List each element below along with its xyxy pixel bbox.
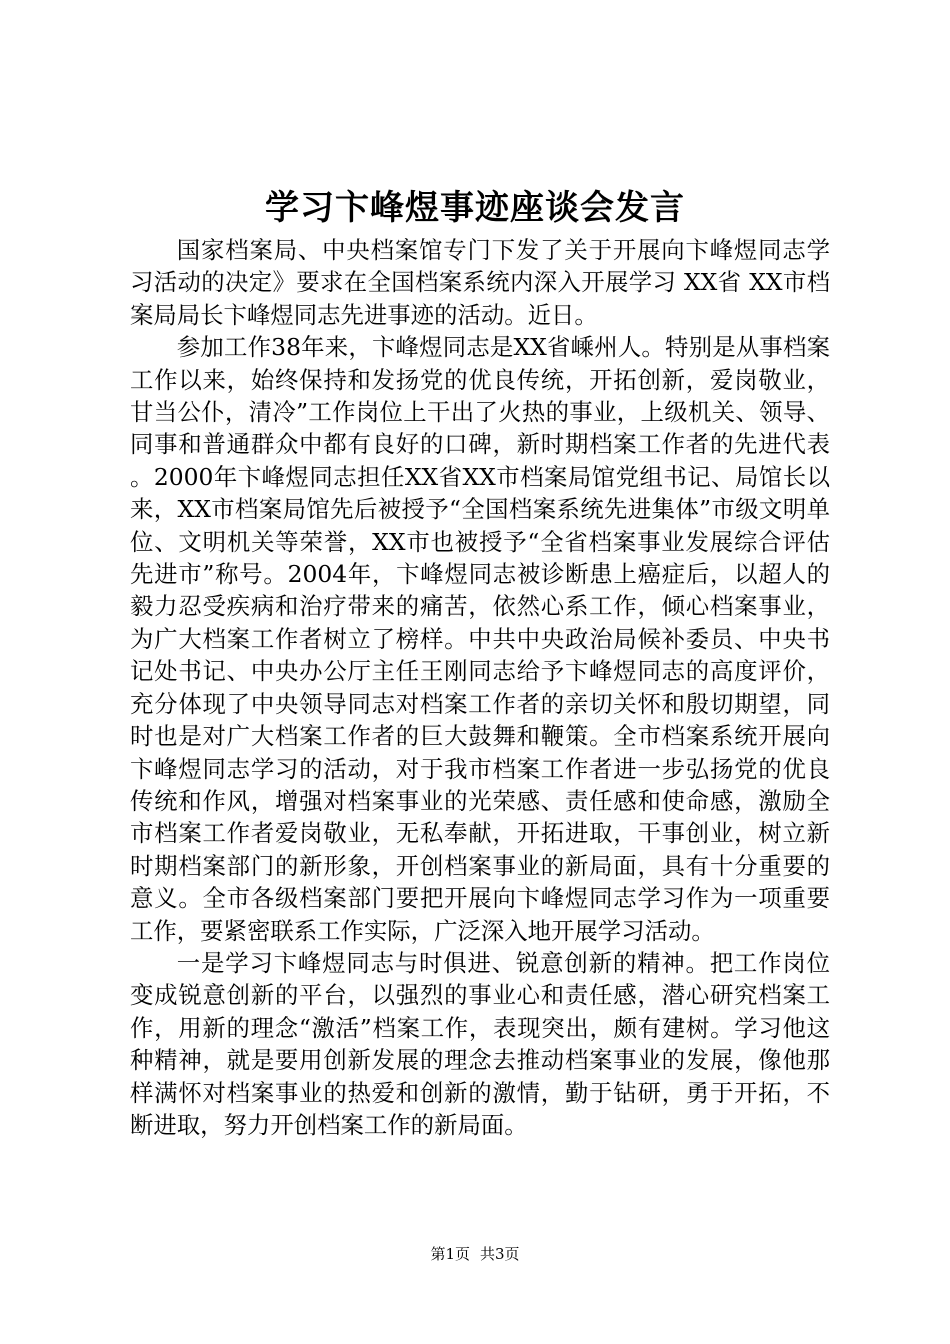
page-number: 第1页 [430,1245,470,1263]
document-body [130,234,830,1141]
paragraph-intro: 国家档案局、中央档案馆专门下发了关于开展向卞峰煜同志学习活动的决定》要求在全国档案系统内深入开展学习 XX省 XX市档案局局长卞峰煜同志先进事迹的活动。近日。 [130,236,830,329]
paragraph-career: 参加工作38年来，卞峰煜同志是XX省嵊州人。特别是从事档案工作以来，始终保持和发扬党的优良传统，开拓创新，爱岗敬业，甘当公仆，清冷”工作岗位上干出了火热的事业，上级机关、领导、同事和普通群众中都有良好的口碑，新时期档案工作者的先进代表。2000年卞峰煜同志担任XX省XX市档案局馆党组书记、局馆长以来，XX市档案局馆先后被授予“全国档案系统先进集体”市级文明单位、文明机关等荣誉，XX市也被授予“全省档案事业发展综合评估先进市”称号。2004年，卞峰煜同志被诊断患上癌症后，以超人的毅力忍受疾病和治疗带来的痛苦，依然心系工作，倾心档案事业，为广大档案工作者树立了榜样。中共中央政治局候补委员、中央书记处书记、中央办公厅主任王刚同志给予卞峰煜同志的高度评价，充分体现了中央领导同志对档案工作者的亲切关怀和殷切期望，同时也是对广大档案工作者的巨大鼓舞和鞭策。全市档案系统开展向卞峰煜同志学习的活动，对于我市档案工作者进一步弘扬党的优良传统和作风，增强对档案事业的光荣感、责任感和使命感，激励全市档案工作者爱岗敬业，无私奉献，开拓进取，干事创业，树立新时期档案部门的新形象，开创档案事业的新局面，具有十分重要的意义。全市各级档案部门要把开展向卞峰煜同志学习作为一项重要工作，要紧密联系工作实际，广泛深入地开展学习活动。 [130,333,830,945]
paragraph-spirit-one: 一是学习卞峰煜同志与时俱进、锐意创新的精神。把工作岗位变成锐意创新的平台，以强烈的事业心和责任感，潜心研究档案工作，用新的理念“激活”档案工作，表现突出，颇有建树。学习他这种精神，就是要用创新发展的理念去推动档案事业的发展，像他那样满怀对档案事业的热爱和创新的激情，勤于钻研，勇于开拓，不断进取，努力开创档案工作的新局面。 [130,948,830,1139]
document-title: 学习卞峰煜事迹座谈会发言 [265,188,685,228]
page-total: 共3页 [480,1245,520,1263]
page-footer [0,1244,950,1264]
